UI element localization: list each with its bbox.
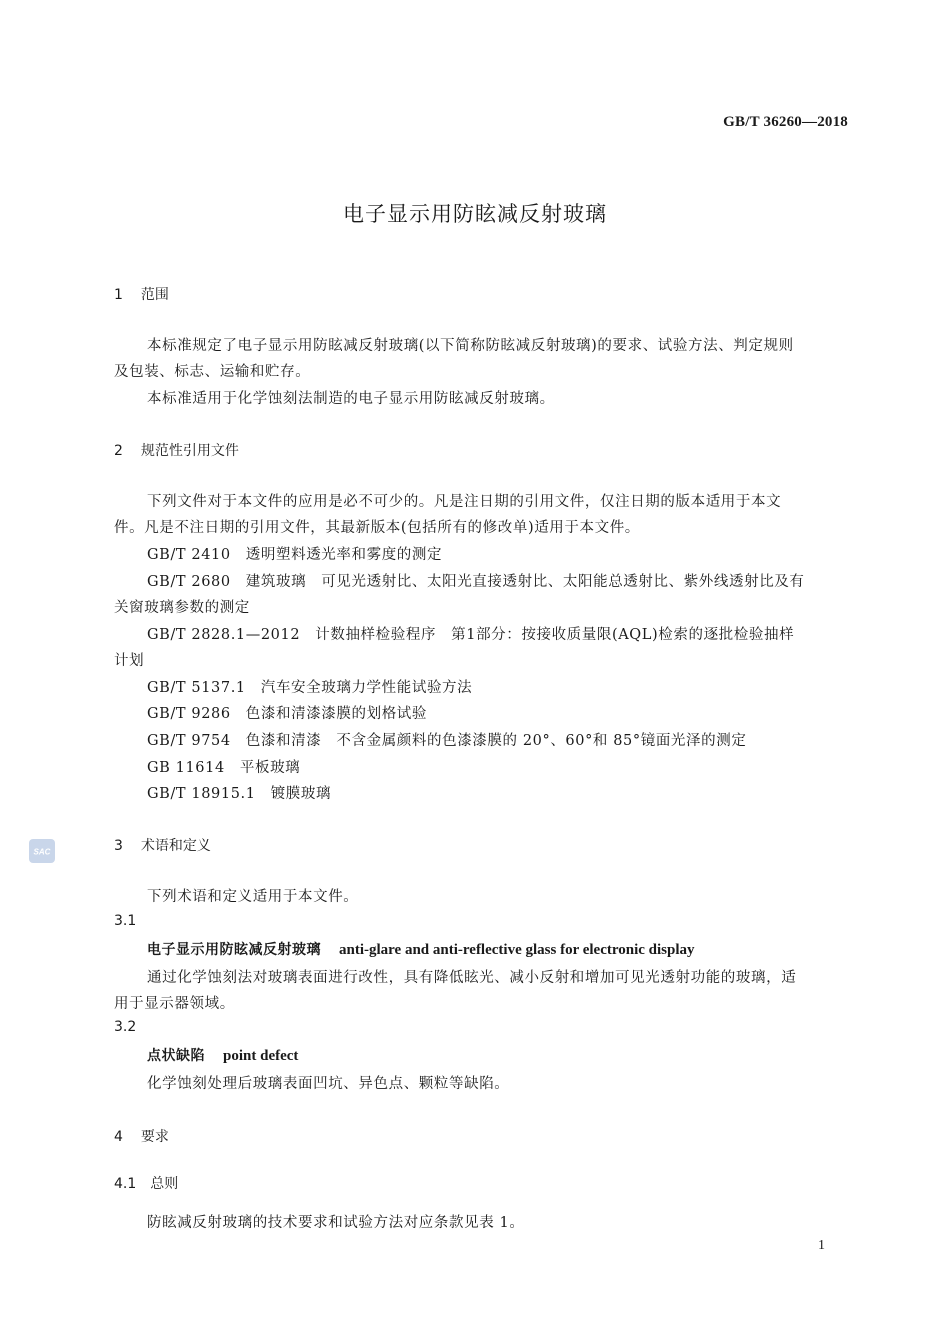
section-4-1-text: 防眩减反射玻璃的技术要求和试验方法对应条款见表 1。 — [147, 1215, 525, 1231]
section-1-para-2: 本标准适用于化学蚀刻法制造的电子显示用防眩减反射玻璃。 — [147, 391, 555, 407]
section-1-para-1-line-2: 及包装、标志、运输和贮存。 — [114, 364, 311, 380]
reference-gbt-9286: GB/T 9286 色漆和清漆漆膜的划格试验 — [147, 706, 428, 722]
term-3-1-chinese: 电子显示用防眩减反射玻璃 — [147, 942, 321, 958]
section-3-title: 术语和定义 — [140, 838, 211, 854]
section-1-number: 1 — [114, 287, 123, 303]
term-3-2-number: 3.2 — [114, 1019, 137, 1035]
reference-gb-11614: GB 11614 平板玻璃 — [147, 760, 301, 776]
document-title: 电子显示用防眩减反射玻璃 — [343, 202, 607, 226]
section-4-title: 要求 — [140, 1129, 169, 1145]
section-1-heading — [114, 284, 169, 304]
term-3-1-line — [147, 939, 695, 959]
section-4-1-number: 4.1 — [114, 1176, 137, 1192]
term-3-2-line — [147, 1045, 298, 1065]
reference-gbt-9754: GB/T 9754 色漆和清漆 不含金属颜料的色漆漆膜的 20°、60°和 85°镜面光泽的测定 — [147, 733, 747, 749]
reference-gbt-2680-line-2: 关窗玻璃参数的测定 — [114, 600, 250, 616]
term-3-2-chinese: 点状缺陷 — [147, 1048, 205, 1064]
reference-gbt-2828-line-2: 计划 — [114, 653, 145, 669]
section-4-heading — [114, 1126, 169, 1146]
section-1-title: 范围 — [140, 287, 169, 303]
page-number: 1 — [818, 1238, 825, 1253]
reference-gbt-5137: GB/T 5137.1 汽车安全玻璃力学性能试验方法 — [147, 680, 473, 696]
section-4-1-heading — [114, 1173, 178, 1193]
section-2-number: 2 — [114, 443, 123, 459]
section-4-number: 4 — [114, 1129, 123, 1145]
section-4-1-title: 总则 — [150, 1176, 179, 1192]
standard-code: GB/T 36260—2018 — [723, 114, 848, 130]
term-3-2-definition: 化学蚀刻处理后玻璃表面凹坑、异色点、颗粒等缺陷。 — [147, 1076, 510, 1092]
sac-watermark-logo — [28, 838, 56, 864]
reference-gbt-18915: GB/T 18915.1 镀膜玻璃 — [147, 786, 332, 802]
section-1-para-1-line-1: 本标准规定了电子显示用防眩减反射玻璃(以下简称防眩减反射玻璃)的要求、试验方法、判定规则 — [147, 338, 794, 354]
section-3-intro: 下列术语和定义适用于本文件。 — [147, 889, 359, 905]
reference-gbt-2828-line-1: GB/T 2828.1—2012 计数抽样检验程序 第1部分：按接收质量限(AQL)检索的逐批检验抽样 — [147, 627, 795, 643]
term-3-1-english: anti-glare and anti-reflective glass for electronic display — [339, 942, 695, 958]
section-2-intro-line-1: 下列文件对于本文件的应用是必不可少的。凡是注日期的引用文件，仅注日期的版本适用于本文 — [147, 494, 782, 510]
term-3-1-number: 3.1 — [114, 913, 137, 929]
section-2-intro-line-2: 件。凡是不注日期的引用文件，其最新版本(包括所有的修改单)适用于本文件。 — [114, 520, 640, 536]
section-2-heading — [114, 440, 239, 460]
sac-watermark-text: SAC — [33, 847, 51, 857]
term-3-1-definition-line-1: 通过化学蚀刻法对玻璃表面进行改性，具有降低眩光、减小反射和增加可见光透射功能的玻璃，适 — [147, 970, 797, 986]
section-2-title: 规范性引用文件 — [140, 443, 239, 459]
term-3-2-english: point defect — [223, 1048, 299, 1064]
section-3-heading — [114, 835, 211, 855]
reference-gbt-2680-line-1: GB/T 2680 建筑玻璃 可见光透射比、太阳光直接透射比、太阳能总透射比、紫外线透射比及有 — [147, 574, 805, 590]
term-3-1-definition-line-2: 用于显示器领域。 — [114, 996, 235, 1012]
section-3-number: 3 — [114, 838, 123, 854]
reference-gbt-2410: GB/T 2410 透明塑料透光率和雾度的测定 — [147, 547, 443, 563]
